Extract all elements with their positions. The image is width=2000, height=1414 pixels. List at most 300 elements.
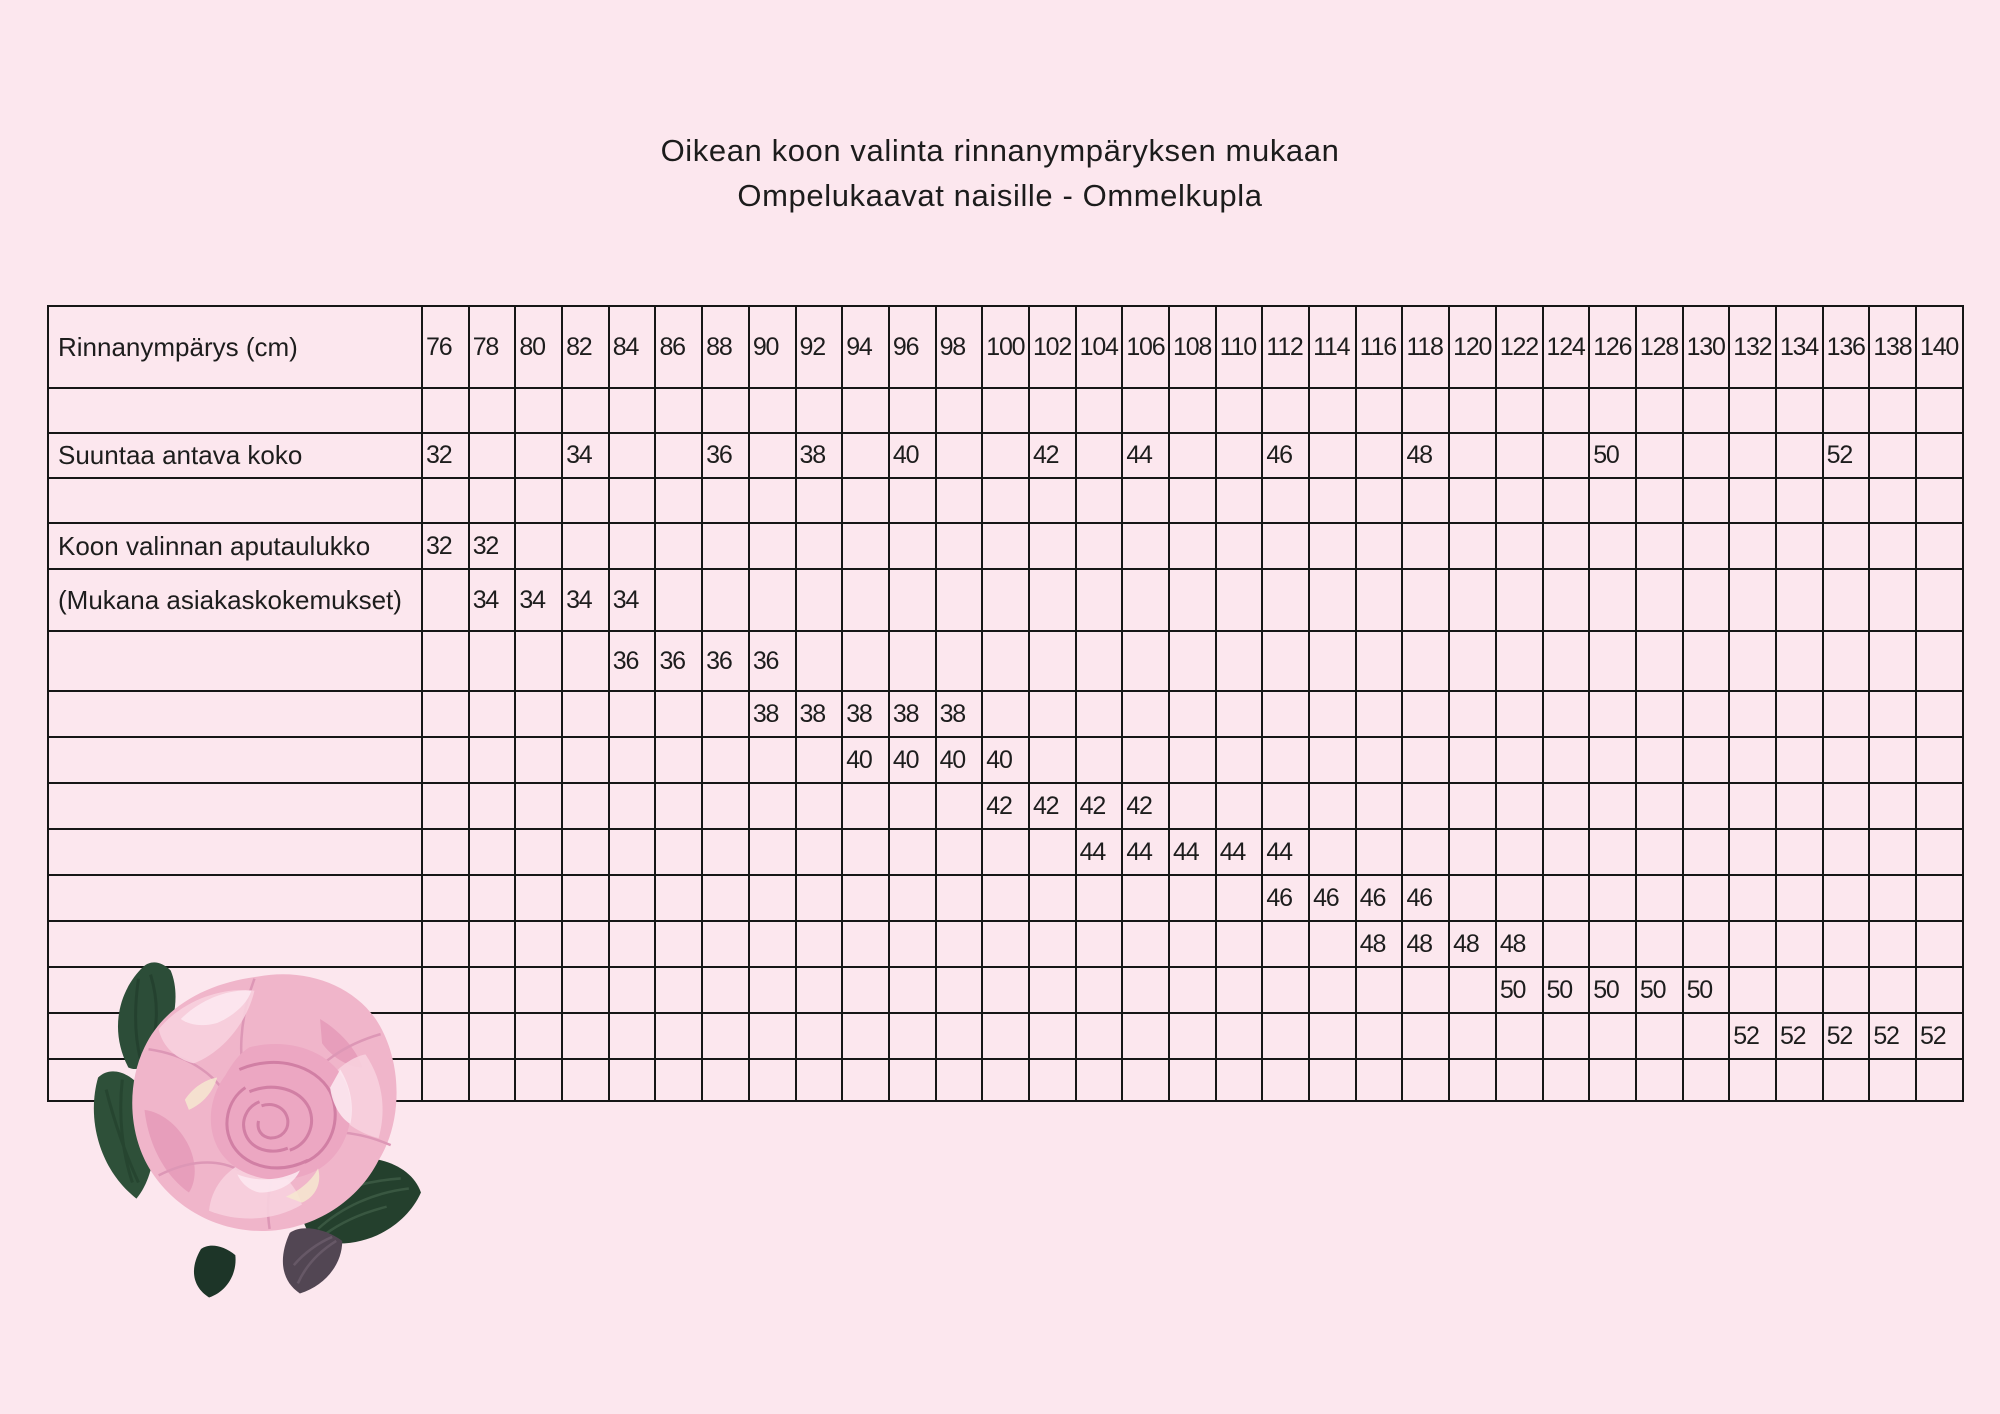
spacer-cell (1543, 388, 1590, 433)
aid-size-cell (655, 967, 702, 1013)
aid-size-cell (1216, 523, 1263, 569)
aid-size-cell (1216, 569, 1263, 631)
aid-size-cell (1869, 737, 1916, 783)
aid-size-cell (1262, 631, 1309, 691)
aid-size-cell (1776, 783, 1823, 829)
spacer-cell (609, 1059, 656, 1101)
aid-size-cell (1916, 921, 1963, 967)
aid-size-cell (1402, 737, 1449, 783)
aid-size-cell: 46 (1309, 875, 1356, 921)
aid-size-cell (1309, 967, 1356, 1013)
table-row (48, 306, 1963, 388)
aid-size-cell: 42 (982, 783, 1029, 829)
aid-size-cell (1356, 523, 1403, 569)
aid-size-cell (422, 1013, 469, 1059)
spacer-cell (749, 478, 796, 523)
aid-size-cell: 52 (1729, 1013, 1776, 1059)
spacer-cell (702, 1059, 749, 1101)
aid-size-cell (842, 569, 889, 631)
spacer-cell (562, 1059, 609, 1101)
aid-size-cell (1402, 1013, 1449, 1059)
aid-size-cell (889, 523, 936, 569)
aid-table-label: Koon valinnan aputaulukko (48, 523, 422, 569)
aid-size-cell (1729, 875, 1776, 921)
aid-size-cell (1449, 829, 1496, 875)
spacer-cell (1449, 1059, 1496, 1101)
aid-size-cell (469, 1013, 516, 1059)
aid-size-cell (749, 921, 796, 967)
aid-size-cell (469, 631, 516, 691)
aid-size-cell (1169, 569, 1216, 631)
spacer-cell (796, 1059, 843, 1101)
table-row (48, 478, 1963, 523)
aid-size-cell (655, 921, 702, 967)
spacer-cell (1402, 1059, 1449, 1101)
aid-size-cell (422, 967, 469, 1013)
aid-size-cell (936, 569, 983, 631)
aid-size-cell (1496, 829, 1543, 875)
aid-size-cell (1122, 631, 1169, 691)
spacer-cell (1916, 478, 1963, 523)
aid-size-cell (1356, 967, 1403, 1013)
aid-row-label (48, 829, 422, 875)
aid-size-cell (469, 875, 516, 921)
spacer-cell (655, 1059, 702, 1101)
aid-size-cell (1683, 921, 1730, 967)
spacer-cell (1916, 388, 1963, 433)
guide-size-cell (655, 433, 702, 478)
spacer-cell (1216, 388, 1263, 433)
aid-size-cell (1776, 967, 1823, 1013)
guide-size-cell (1169, 433, 1216, 478)
aid-size-cell (609, 829, 656, 875)
table-row (48, 875, 1963, 921)
aid-size-cell (1216, 921, 1263, 967)
spacer-cell (1076, 478, 1123, 523)
aid-size-cell (1683, 631, 1730, 691)
aid-size-cell (1729, 569, 1776, 631)
aid-size-cell (1729, 829, 1776, 875)
guide-size-cell (1449, 433, 1496, 478)
spacer-cell (1869, 1059, 1916, 1101)
aid-size-cell (936, 875, 983, 921)
aid-size-cell (1262, 967, 1309, 1013)
aid-size-cell (655, 691, 702, 737)
aid-size-cell (796, 737, 843, 783)
aid-size-cell: 44 (1169, 829, 1216, 875)
spacer-cell (1636, 1059, 1683, 1101)
spacer-cell (982, 388, 1029, 433)
aid-size-cell (1402, 523, 1449, 569)
aid-size-cell (515, 829, 562, 875)
spacer-cell (515, 1059, 562, 1101)
guide-size-cell (469, 433, 516, 478)
spacer-cell (1636, 478, 1683, 523)
spacer-cell (842, 1059, 889, 1101)
spacer-cell (1169, 388, 1216, 433)
guide-size-cell: 38 (796, 433, 843, 478)
aid-size-cell: 40 (889, 737, 936, 783)
spacer-cell (796, 388, 843, 433)
aid-size-cell (1823, 737, 1870, 783)
aid-size-cell (1683, 569, 1730, 631)
aid-size-cell (562, 783, 609, 829)
guide-size-cell (982, 433, 1029, 478)
aid-size-cell: 50 (1683, 967, 1730, 1013)
aid-size-cell (1122, 737, 1169, 783)
aid-size-cell (1729, 691, 1776, 737)
aid-size-cell (1262, 569, 1309, 631)
aid-size-cell (1543, 631, 1590, 691)
aid-size-cell (702, 523, 749, 569)
aid-size-cell (796, 921, 843, 967)
aid-size-cell (889, 875, 936, 921)
aid-size-cell (562, 921, 609, 967)
aid-size-cell (1449, 967, 1496, 1013)
aid-size-cell (1216, 875, 1263, 921)
spacer-cell (1169, 478, 1216, 523)
aid-size-cell (1916, 783, 1963, 829)
spacer-cell (889, 478, 936, 523)
aid-size-cell (1916, 631, 1963, 691)
aid-size-cell (1636, 691, 1683, 737)
aid-size-cell (1169, 523, 1216, 569)
guide-size-cell (1729, 433, 1776, 478)
aid-size-cell (1543, 569, 1590, 631)
aid-size-cell (889, 829, 936, 875)
aid-size-cell: 44 (1216, 829, 1263, 875)
aid-size-cell (422, 829, 469, 875)
guide-size-cell (1636, 433, 1683, 478)
spacer-cell (1496, 1059, 1543, 1101)
aid-size-cell (1683, 523, 1730, 569)
aid-size-cell (1589, 875, 1636, 921)
spacer-cell (469, 478, 516, 523)
table-row (48, 388, 1963, 433)
aid-size-cell (889, 921, 936, 967)
aid-size-cell (1402, 631, 1449, 691)
aid-size-cell (422, 691, 469, 737)
spacer-cell (1776, 478, 1823, 523)
aid-size-cell: 48 (1449, 921, 1496, 967)
spacer-cell (889, 388, 936, 433)
aid-size-cell (1076, 631, 1123, 691)
aid-size-cell: 36 (702, 631, 749, 691)
guide-size-cell (515, 433, 562, 478)
aid-row-label (48, 691, 422, 737)
aid-size-cell (1309, 737, 1356, 783)
aid-size-cell: 38 (749, 691, 796, 737)
aid-size-cell (936, 1013, 983, 1059)
aid-size-cell: 46 (1356, 875, 1403, 921)
aid-size-cell (515, 921, 562, 967)
spacer-cell (1216, 478, 1263, 523)
aid-size-cell (702, 829, 749, 875)
aid-size-cell (1916, 829, 1963, 875)
aid-size-cell: 44 (1122, 829, 1169, 875)
aid-size-cell (1449, 737, 1496, 783)
chest-header-cell: 122 (1496, 306, 1543, 388)
aid-size-cell (1356, 829, 1403, 875)
aid-size-cell (702, 1013, 749, 1059)
aid-size-cell (422, 875, 469, 921)
aid-size-cell (422, 783, 469, 829)
aid-size-cell (842, 829, 889, 875)
spacer-cell (702, 478, 749, 523)
aid-size-cell (1683, 1013, 1730, 1059)
aid-size-cell (1636, 523, 1683, 569)
aid-size-cell (936, 783, 983, 829)
guide-size-cell (1869, 433, 1916, 478)
spacer-cell (655, 388, 702, 433)
aid-size-cell (1823, 921, 1870, 967)
aid-size-cell (1869, 875, 1916, 921)
spacer-cell (1122, 388, 1169, 433)
aid-size-cell (1076, 1013, 1123, 1059)
aid-size-cell: 40 (982, 737, 1029, 783)
aid-size-cell (749, 1013, 796, 1059)
spacer-cell (1029, 1059, 1076, 1101)
aid-size-cell (796, 569, 843, 631)
spacer-cell (469, 1059, 516, 1101)
aid-size-cell (1823, 967, 1870, 1013)
spacer-cell (842, 388, 889, 433)
aid-size-cell (1122, 691, 1169, 737)
aid-size-cell (1869, 783, 1916, 829)
aid-size-cell (1029, 829, 1076, 875)
chest-header-cell: 112 (1262, 306, 1309, 388)
aid-size-cell (469, 921, 516, 967)
aid-size-cell (1309, 569, 1356, 631)
aid-size-cell: 32 (469, 523, 516, 569)
chest-header-cell: 80 (515, 306, 562, 388)
spacer-cell (1683, 1059, 1730, 1101)
aid-size-cell (1262, 691, 1309, 737)
spacer-cell (422, 1059, 469, 1101)
guide-size-cell (1776, 433, 1823, 478)
aid-size-cell: 40 (936, 737, 983, 783)
aid-size-cell (609, 921, 656, 967)
guide-size-cell (936, 433, 983, 478)
aid-size-cell (562, 1013, 609, 1059)
chest-header-cell: 118 (1402, 306, 1449, 388)
chest-header-cell: 82 (562, 306, 609, 388)
guide-size-cell: 42 (1029, 433, 1076, 478)
aid-size-cell (1869, 523, 1916, 569)
chest-header-cell: 102 (1029, 306, 1076, 388)
aid-size-cell (702, 569, 749, 631)
aid-size-cell (1122, 523, 1169, 569)
aid-size-cell (515, 875, 562, 921)
aid-size-cell (1076, 737, 1123, 783)
aid-size-cell (1169, 967, 1216, 1013)
spacer-cell (702, 388, 749, 433)
table-row (48, 783, 1963, 829)
aid-size-cell (1776, 737, 1823, 783)
aid-size-cell (982, 1013, 1029, 1059)
aid-size-cell (889, 783, 936, 829)
aid-size-cell (1776, 921, 1823, 967)
aid-size-cell (1449, 783, 1496, 829)
spacer-cell (1776, 388, 1823, 433)
aid-size-cell (796, 1013, 843, 1059)
aid-size-cell (609, 967, 656, 1013)
aid-table-sublabel: (Mukana asiakaskokemukset) (48, 569, 422, 631)
guide-size-cell (749, 433, 796, 478)
aid-size-cell (1869, 569, 1916, 631)
aid-size-cell (609, 523, 656, 569)
aid-size-cell (1402, 691, 1449, 737)
aid-size-cell (1823, 523, 1870, 569)
aid-size-cell (1076, 921, 1123, 967)
aid-size-cell (469, 783, 516, 829)
aid-size-cell (1589, 921, 1636, 967)
aid-size-cell (1356, 631, 1403, 691)
aid-size-cell (702, 737, 749, 783)
aid-size-cell (469, 691, 516, 737)
aid-size-cell (889, 1013, 936, 1059)
aid-size-cell (1496, 875, 1543, 921)
aid-size-cell: 38 (889, 691, 936, 737)
aid-size-cell (842, 783, 889, 829)
aid-size-cell: 48 (1402, 921, 1449, 967)
aid-size-cell (1029, 875, 1076, 921)
chest-header-cell: 114 (1309, 306, 1356, 388)
spacer-cell (1683, 478, 1730, 523)
aid-row-label (48, 737, 422, 783)
aid-size-cell: 34 (609, 569, 656, 631)
aid-size-cell (1169, 631, 1216, 691)
aid-size-cell: 50 (1589, 967, 1636, 1013)
spacer-cell (422, 478, 469, 523)
aid-size-cell (1449, 1013, 1496, 1059)
aid-size-cell (1122, 1013, 1169, 1059)
aid-size-cell (1589, 1013, 1636, 1059)
aid-size-cell (1869, 631, 1916, 691)
aid-size-cell (936, 921, 983, 967)
guide-size-cell (1076, 433, 1123, 478)
guide-size-cell (1543, 433, 1590, 478)
aid-size-cell (796, 523, 843, 569)
guide-size-cell (1496, 433, 1543, 478)
aid-size-cell (1076, 569, 1123, 631)
chest-header-cell: 86 (655, 306, 702, 388)
aid-size-cell (796, 783, 843, 829)
guide-size-cell (1356, 433, 1403, 478)
aid-size-cell (422, 737, 469, 783)
aid-size-cell (982, 569, 1029, 631)
aid-size-cell: 34 (469, 569, 516, 631)
aid-size-cell (842, 631, 889, 691)
aid-size-cell (796, 631, 843, 691)
aid-size-cell (1449, 569, 1496, 631)
aid-size-cell (1122, 569, 1169, 631)
aid-size-cell (796, 967, 843, 1013)
spacer-cell (842, 478, 889, 523)
spacer-cell (936, 388, 983, 433)
spacer-cell (749, 1059, 796, 1101)
chest-header-cell: 110 (1216, 306, 1263, 388)
aid-size-cell (1729, 631, 1776, 691)
spacer-cell (1356, 478, 1403, 523)
table-row (48, 631, 1963, 691)
spacer-cell (1589, 1059, 1636, 1101)
aid-size-cell (1169, 1013, 1216, 1059)
aid-size-cell: 36 (609, 631, 656, 691)
guide-size-cell: 44 (1122, 433, 1169, 478)
table-row (48, 691, 1963, 737)
spacer-cell (609, 388, 656, 433)
aid-size-cell (749, 783, 796, 829)
aid-size-cell (515, 1013, 562, 1059)
spacer-cell (1683, 388, 1730, 433)
aid-size-cell (1029, 967, 1076, 1013)
aid-size-cell (1543, 737, 1590, 783)
aid-size-cell: 38 (842, 691, 889, 737)
aid-size-cell (1916, 967, 1963, 1013)
aid-size-cell (982, 875, 1029, 921)
aid-size-cell (1543, 1013, 1590, 1059)
aid-size-cell (1543, 783, 1590, 829)
aid-size-cell (889, 631, 936, 691)
rose-illustration (88, 958, 426, 1302)
aid-size-cell (1543, 875, 1590, 921)
aid-size-cell (1776, 569, 1823, 631)
aid-size-cell: 44 (1262, 829, 1309, 875)
guide-size-cell (609, 433, 656, 478)
aid-size-cell (749, 523, 796, 569)
aid-size-cell (1589, 783, 1636, 829)
aid-size-cell (889, 569, 936, 631)
aid-size-cell (982, 829, 1029, 875)
spacer-cell (1402, 388, 1449, 433)
aid-size-cell (1216, 631, 1263, 691)
spacer-cell (1309, 388, 1356, 433)
aid-size-cell (1636, 875, 1683, 921)
spacer-cell (609, 478, 656, 523)
spacer-cell (1449, 388, 1496, 433)
spacer-cell (1496, 388, 1543, 433)
aid-size-cell (749, 875, 796, 921)
aid-size-cell (1356, 783, 1403, 829)
spacer-cell (1122, 478, 1169, 523)
aid-size-cell (1589, 569, 1636, 631)
title-line-2: Ompelukaavat naisille - Ommelkupla (737, 178, 1263, 213)
aid-size-cell (702, 921, 749, 967)
aid-size-cell (422, 921, 469, 967)
aid-size-cell (1729, 921, 1776, 967)
aid-size-cell (1216, 783, 1263, 829)
table-row (48, 433, 1963, 478)
aid-size-cell (655, 783, 702, 829)
spacer-cell (1823, 388, 1870, 433)
aid-size-cell (562, 631, 609, 691)
aid-size-cell (1216, 737, 1263, 783)
aid-size-cell (842, 523, 889, 569)
aid-size-cell (842, 875, 889, 921)
page-title (0, 128, 2000, 218)
guide-size-cell: 50 (1589, 433, 1636, 478)
aid-size-cell (1169, 783, 1216, 829)
aid-size-cell (655, 569, 702, 631)
chest-header-cell: 138 (1869, 306, 1916, 388)
aid-size-cell (515, 783, 562, 829)
aid-size-cell: 48 (1496, 921, 1543, 967)
spacer-cell (1309, 478, 1356, 523)
spacer-cell (1729, 478, 1776, 523)
aid-size-cell (609, 737, 656, 783)
chest-header-cell: 104 (1076, 306, 1123, 388)
